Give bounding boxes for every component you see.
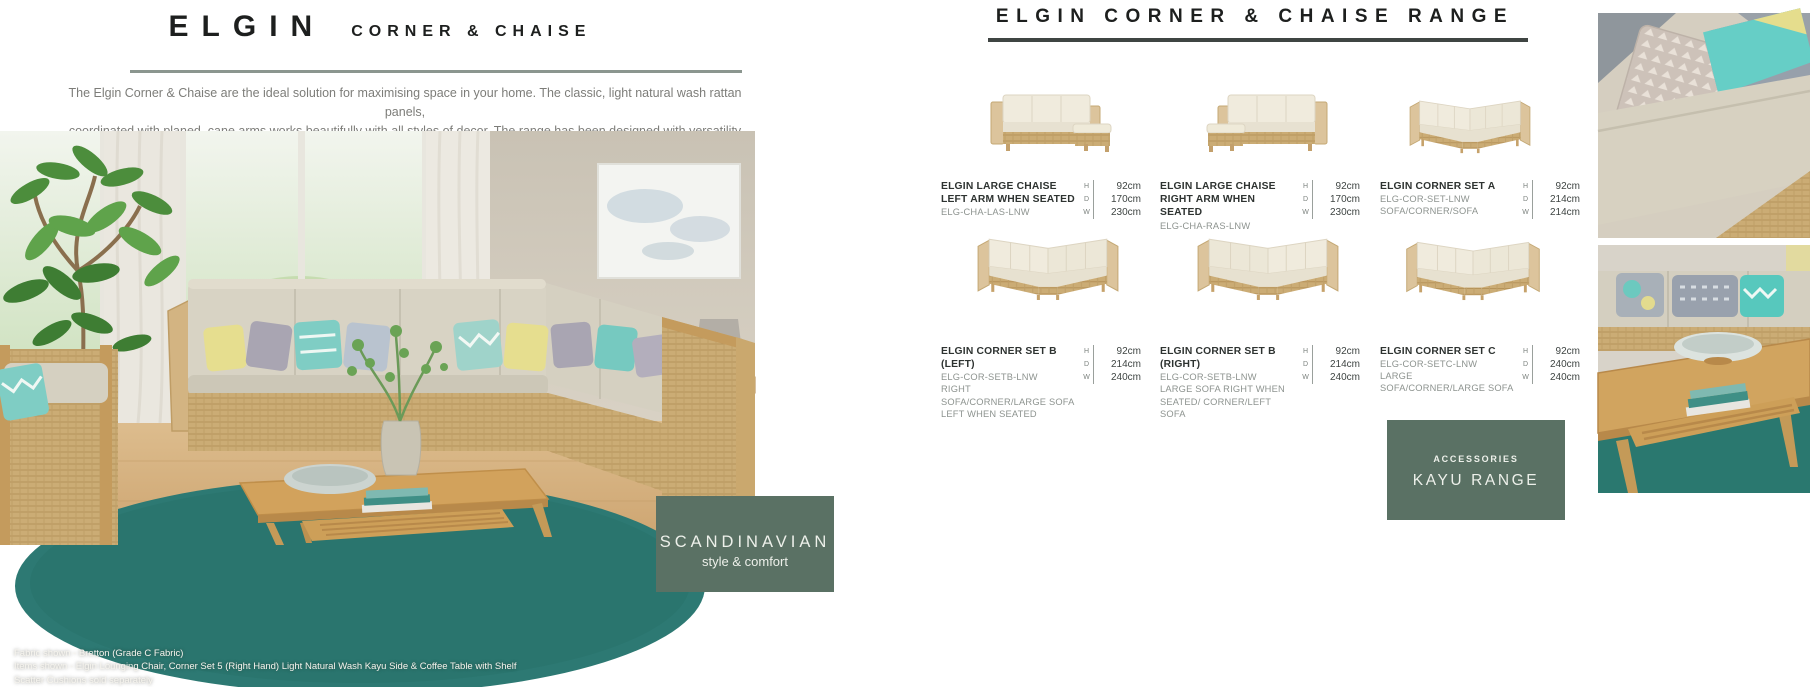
kayu-range-title: KAYU RANGE (1412, 472, 1540, 489)
left-title-block (120, 10, 640, 44)
dim-value: 92cm (1335, 346, 1360, 357)
cushion-detail-photo (1598, 13, 1810, 238)
dim-value: 170cm (1110, 194, 1141, 205)
product-thumbnail (1203, 84, 1333, 154)
product-sku: ELG-COR-SETB-LNW (941, 372, 1038, 383)
product-cell (1160, 345, 1360, 420)
dim-value: 170cm (1329, 194, 1360, 205)
dims-table (1299, 180, 1360, 219)
pillow-circles (1616, 273, 1664, 317)
dim-label: W (1519, 371, 1533, 384)
caption-line: Fabric shown - Bretton (Grade C Fabric) (14, 648, 184, 659)
dim-label: W (1299, 206, 1313, 219)
dim-label: D (1080, 193, 1094, 206)
dims-table (1519, 345, 1580, 384)
books (362, 487, 432, 512)
product-sku: ELG-CHA-RAS-LNW (1160, 220, 1251, 231)
product-desc: LARGE SOFA RIGHT WHEN SEATED/ CORNER/LEFT SOFA (1160, 384, 1285, 419)
dim-value: 214cm (1110, 359, 1141, 370)
product-sku: ELG-COR-SET-LNW (1380, 194, 1470, 205)
product-cell (1160, 180, 1360, 232)
pillow-teal (1740, 275, 1784, 317)
coffee-table-photo (1598, 245, 1810, 493)
scandinavian-badge (656, 496, 834, 592)
product-cell (1380, 180, 1580, 219)
living-room-scene (0, 131, 755, 545)
dim-value: 214cm (1549, 207, 1580, 218)
product-name: ELGIN LARGE CHAISE RIGHT ARM WHEN SEATED (1160, 181, 1276, 219)
product-sku: ELG-CHA-LAS-LNW (941, 207, 1030, 218)
product-sku: ELG-COR-SETB-LNW (1160, 372, 1257, 383)
product-thumbnail (972, 224, 1124, 301)
dim-label: D (1299, 358, 1313, 371)
dims-table (1299, 345, 1360, 384)
dim-label: W (1080, 371, 1094, 384)
badge-title: SCANDINAVIAN (659, 533, 831, 551)
dims-table (1519, 180, 1580, 219)
dim-label: W (1080, 206, 1094, 219)
dim-label: H (1299, 180, 1313, 193)
dim-value: 92cm (1116, 346, 1141, 357)
dims-table (1080, 345, 1141, 384)
product-thumbnail (985, 84, 1115, 154)
dim-label: D (1519, 193, 1533, 206)
dim-label: D (1519, 358, 1533, 371)
dim-value: 230cm (1110, 207, 1141, 218)
accessories-label: ACCESSORIES (1433, 454, 1519, 464)
product-desc: SOFA/CORNER/SOFA (1380, 206, 1479, 217)
title-divider (130, 70, 742, 73)
product-desc: RIGHT SOFA/CORNER/LARGE SOFA LEFT WHEN SEATED (941, 384, 1075, 419)
coffee-table-scene (1598, 245, 1810, 493)
photo-caption (14, 647, 517, 687)
dim-label: H (1080, 345, 1094, 358)
cushion-detail-scene (1598, 13, 1810, 238)
dim-value: 240cm (1549, 372, 1580, 383)
dim-label: H (1299, 345, 1313, 358)
badge-subtitle: style & comfort (702, 554, 788, 569)
dim-value: 214cm (1329, 359, 1360, 370)
wall-artwork (598, 164, 740, 278)
lounging-chair (0, 345, 118, 545)
caption-line: Scatter Cushions sold separately (14, 674, 153, 686)
product-thumbnail (1398, 228, 1548, 301)
range-divider (988, 38, 1528, 42)
dim-value: 240cm (1110, 372, 1141, 383)
dim-value: 92cm (1555, 181, 1580, 192)
pillow-grey (1672, 275, 1738, 317)
bowl (284, 464, 376, 494)
dim-value: 214cm (1549, 194, 1580, 205)
dim-label: D (1080, 358, 1094, 371)
dims-table (1080, 180, 1141, 219)
dim-value: 230cm (1329, 207, 1360, 218)
dim-label: W (1299, 371, 1313, 384)
product-cell (941, 345, 1141, 420)
product-thumbnail (1400, 88, 1540, 154)
product-name: ELGIN CORNER SET B (RIGHT) (1160, 346, 1276, 371)
description-line: The Elgin Corner & Chaise are the ideal solution for maximising space in your home. The classic, light natural wash rattan panels, (68, 86, 742, 119)
dim-value: 92cm (1116, 181, 1141, 192)
dim-value: 92cm (1555, 346, 1580, 357)
dim-label: H (1519, 345, 1533, 358)
dim-value: 240cm (1549, 359, 1580, 370)
product-name: ELGIN CORNER SET B (LEFT) (941, 346, 1057, 371)
kayu-range-badge (1387, 420, 1565, 520)
page-title: ELGIN (168, 10, 326, 43)
product-sku: ELG-COR-SETC-LNW (1380, 359, 1478, 370)
product-name: ELGIN CORNER SET C (1380, 346, 1496, 357)
dim-value: 92cm (1335, 181, 1360, 192)
dim-value: 240cm (1329, 372, 1360, 383)
page-subtitle: CORNER & CHAISE (351, 23, 592, 40)
dim-label: W (1519, 206, 1533, 219)
product-name: ELGIN CORNER SET A (1380, 181, 1496, 192)
dim-label: H (1519, 180, 1533, 193)
range-title: ELGIN CORNER & CHAISE RANGE (995, 6, 1515, 27)
product-thumbnail (1192, 224, 1344, 301)
product-cell (1380, 345, 1580, 394)
product-name: ELGIN LARGE CHAISE LEFT ARM WHEN SEATED (941, 181, 1075, 206)
product-desc: LARGE SOFA/CORNER/LARGE SOFA (1380, 371, 1514, 394)
caption-line: Items shown - Elgin Lounging Chair, Corner Set 5 (Right Hand) Light Natural Wash Kayu Side & Coffee Table with Shelf (14, 661, 517, 673)
dim-label: H (1080, 180, 1094, 193)
dim-label: D (1299, 193, 1313, 206)
product-cell (941, 180, 1141, 219)
